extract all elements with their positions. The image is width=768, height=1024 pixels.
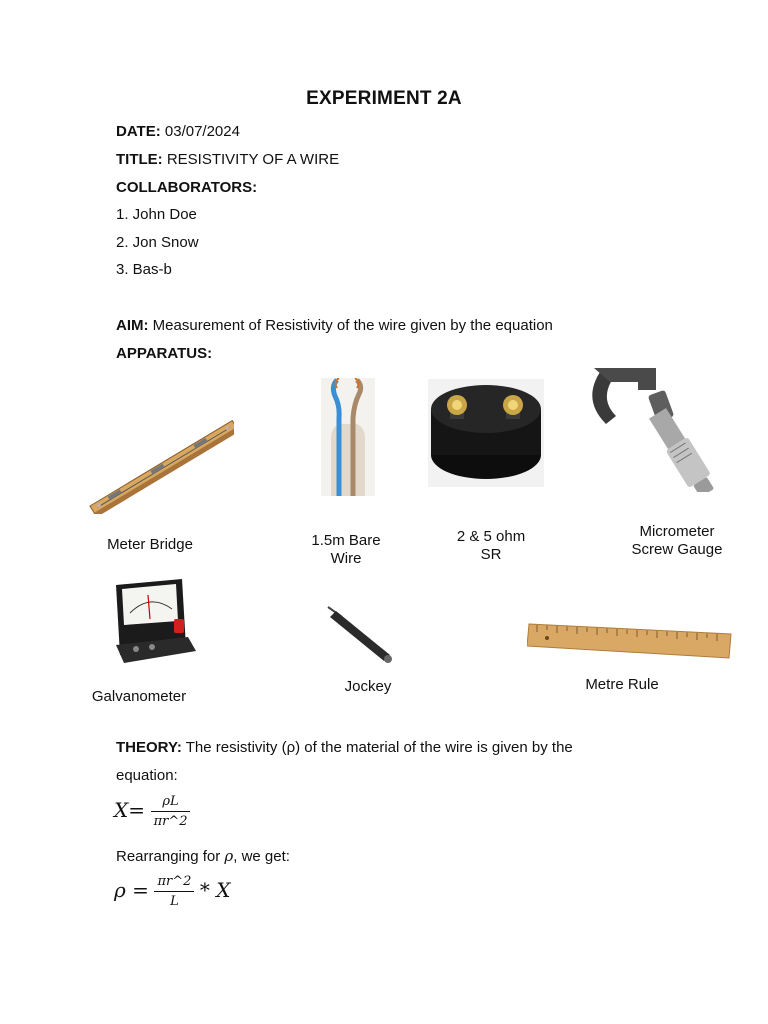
meter-bridge-caption: Meter Bridge — [107, 536, 193, 553]
equation-resistance: X= $\frac{\rho L}{\pi r\^{}2}$ — [114, 794, 190, 829]
galvanometer-icon — [112, 575, 198, 665]
aim-text: Measurement of Resistivity of the wire given by the equation — [152, 317, 553, 334]
jockey-icon — [322, 601, 400, 665]
rearrange-line: Rearranging for ρ, we get: — [116, 847, 290, 865]
metre-rule-icon — [527, 620, 733, 662]
bare-wire-caption: 1.5m Bare Wire — [311, 532, 381, 567]
micrometer-icon — [586, 360, 736, 492]
date-line — [116, 123, 240, 141]
title-value: RESISTIVITY OF A WIRE — [166, 151, 340, 168]
collaborator-item: 1. John Doe — [116, 206, 197, 223]
theory-text: The resistivity (ρ) of the material of the wire is given by the — [185, 739, 573, 756]
standard-resistor-icon — [428, 379, 544, 487]
collaborator-item: 3. Bas-b — [116, 261, 172, 278]
jockey-caption: Jockey — [344, 678, 392, 695]
theory-text-continued: equation: — [116, 767, 178, 784]
title-line — [116, 151, 339, 169]
date-value: 03/07/2024 — [164, 123, 240, 140]
standard-resistor-caption: 2 & 5 ohm SR — [456, 528, 526, 563]
apparatus-heading: APPARATUS: — [116, 345, 213, 362]
equation-resistivity: ρ = $\frac{\pi r\^{}2}{L}$ * X — [114, 874, 231, 909]
theory-label: THEORY: — [116, 739, 182, 756]
metre-rule-caption: Metre Rule — [585, 676, 659, 693]
meter-bridge-icon — [84, 410, 234, 514]
bare-wire-icon — [321, 378, 375, 496]
galvanometer-caption: Galvanometer — [91, 688, 187, 705]
aim-line — [116, 317, 553, 335]
title-label: TITLE: — [116, 151, 163, 168]
theory-line — [116, 739, 636, 757]
collaborator-item: 2. Jon Snow — [116, 234, 199, 251]
aim-label: AIM: — [116, 317, 149, 334]
micrometer-caption: Micrometer Screw Gauge — [631, 523, 723, 558]
collaborators-heading: COLLABORATORS: — [116, 179, 258, 196]
page-title: EXPERIMENT 2A — [306, 88, 462, 109]
date-label: DATE: — [116, 123, 161, 140]
